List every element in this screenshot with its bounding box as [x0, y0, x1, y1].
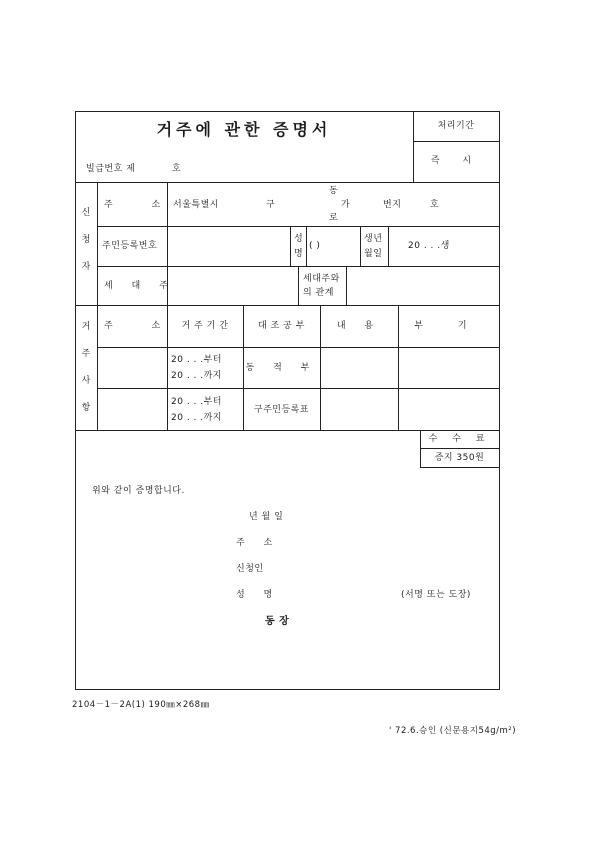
frame-top	[75, 111, 500, 112]
birth-value: 20 . . .생	[408, 241, 450, 251]
processing-period-label: 처리기간	[437, 121, 475, 131]
relation-label-2: 의 관계	[303, 288, 334, 298]
householder-label: 세 대 주	[104, 281, 176, 291]
certification-name-label: 성 명	[236, 590, 281, 600]
certification-address-label: 주 소	[236, 538, 281, 548]
fee-box-divider	[420, 448, 499, 449]
address-ro: 로	[329, 213, 339, 223]
residence-label-char-1: 거	[81, 322, 91, 332]
fee-value: 증지 350원	[434, 453, 485, 463]
issue-no-suffix: 호	[172, 164, 182, 174]
applicant-row-line-1	[97, 226, 499, 227]
applicant-label-char-3: 자	[81, 262, 91, 272]
row2-ledger: 구주민등록표	[253, 405, 310, 415]
residence-header-address: 주 소	[104, 321, 169, 331]
approval-note: ' 72.6.승인 (신문용지54g/m²)	[389, 726, 517, 736]
certification-date: 년 월 일	[249, 512, 284, 522]
issuer-label: 동 장	[265, 616, 290, 627]
address-ga: 가	[341, 200, 351, 210]
residence-section-label	[80, 314, 92, 422]
frame-bottom	[75, 689, 500, 690]
resident-no-label: 주민등록번호	[102, 241, 158, 251]
applicant-label-char-2: 청	[81, 235, 91, 245]
name-paren: ( )	[309, 241, 321, 251]
header-bottom-line	[75, 182, 500, 183]
name-label-2: 명	[294, 249, 304, 259]
fee-label: 수 수 료	[428, 434, 491, 444]
relation-col-right	[346, 266, 347, 305]
name-col-left	[290, 226, 291, 266]
address-city: 서울특별시	[173, 200, 219, 210]
relation-col-left	[298, 266, 299, 305]
birth-label-1: 생년	[364, 234, 383, 244]
row1-ledger: 동 적 부	[245, 363, 318, 373]
applicant-section-label	[80, 200, 92, 281]
birth-label-2: 월일	[364, 249, 383, 259]
row1-period-to: 20 . . .까지	[171, 371, 223, 381]
residence-row-line-2	[97, 388, 499, 389]
processing-period-value: 즉 시	[430, 156, 482, 166]
form-code: 2104－1－2A(1) 190㎜×268㎜	[72, 700, 210, 710]
residence-bottom-line	[75, 430, 500, 431]
frame-right	[499, 111, 500, 689]
address-dong: 동	[329, 186, 339, 196]
residence-header-content: 내 용	[336, 321, 382, 331]
residence-row-line-1	[97, 347, 499, 348]
processing-divider	[413, 141, 499, 142]
name-col-mid	[306, 226, 307, 266]
birth-col-right	[388, 226, 389, 266]
residence-label-char-2: 주	[81, 349, 91, 359]
residence-label-char-4: 항	[81, 403, 91, 413]
fee-box-bottom	[420, 467, 499, 468]
form-title: 거주에 관한 증명서	[156, 120, 332, 139]
address-bunji: 번지	[383, 200, 402, 210]
applicant-label-col	[97, 182, 98, 305]
row1-period-from: 20 . . .부터	[171, 355, 223, 365]
certification-applicant-label: 신청인	[236, 564, 264, 574]
applicant-label-char-1: 신	[81, 208, 91, 218]
row2-period-from: 20 . . .부터	[171, 397, 223, 407]
signature-note: (서명 또는 도장)	[401, 590, 471, 600]
residence-header-ledger: 대 조 공 부	[258, 321, 305, 331]
applicant-address-label: 주 소	[104, 200, 169, 210]
residence-header-period: 거 주 기 간	[181, 321, 229, 331]
applicant-bottom-line	[75, 305, 500, 306]
certification-statement: 위와 같이 증명합니다.	[92, 486, 185, 496]
address-ho: 호	[430, 200, 440, 210]
residence-header-note: 부 기	[414, 321, 483, 331]
row2-period-to: 20 . . .까지	[171, 413, 223, 423]
residence-label-col	[97, 305, 98, 430]
relation-label-1: 세대주와	[303, 274, 340, 284]
birth-col-left	[360, 226, 361, 266]
issue-no-label: 빌급번호 제	[86, 164, 136, 174]
frame-left	[75, 111, 76, 689]
residence-label-char-3: 사	[81, 376, 91, 386]
address-gu: 구	[266, 200, 276, 210]
name-label-1: 성	[294, 234, 304, 244]
